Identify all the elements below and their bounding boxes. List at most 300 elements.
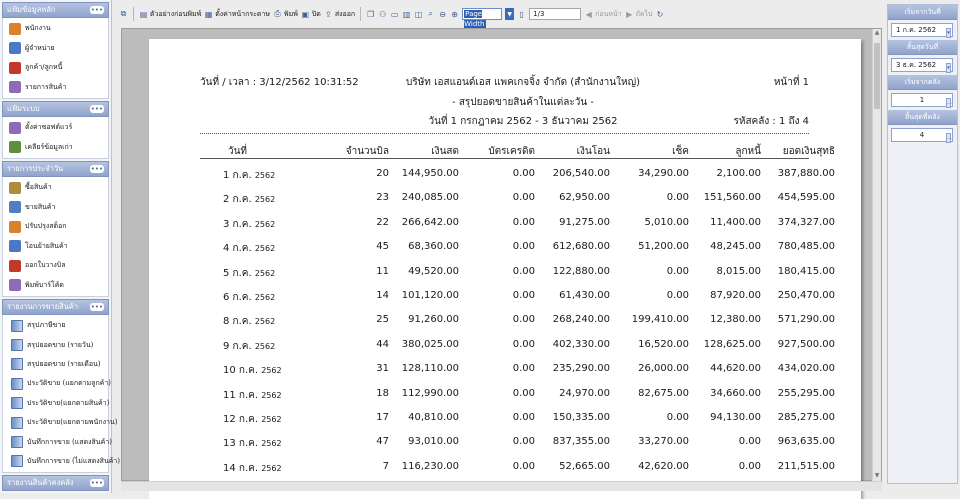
layout-icon: ◫: [414, 9, 423, 19]
first-page-button[interactable]: [517, 10, 526, 19]
scroll-down-icon[interactable]: ▼: [874, 472, 880, 479]
printer-icon: ⎙: [274, 9, 281, 18]
sidebar-item[interactable]: [3, 39, 108, 59]
row-cell: 0.00: [512, 192, 535, 204]
row-cell: 250,470.00: [777, 290, 835, 301]
sidebar-item[interactable]: [3, 452, 121, 471]
sidebar-item[interactable]: [3, 78, 108, 98]
sidebar-group-body: [2, 18, 109, 99]
employee-icon: [9, 23, 21, 35]
row-date-year: 2562: [254, 195, 276, 205]
row-cell: 12,380.00: [710, 314, 761, 326]
sidebar-item-label: เคลียร์ข้อมูลเก่า: [25, 142, 73, 151]
row-cell: 0.00: [666, 412, 689, 423]
sidebar-item[interactable]: [3, 276, 108, 296]
folder-icon: ▭: [390, 9, 399, 19]
row-cell: 0.00: [666, 290, 689, 301]
row-date-day: 1 ก.ค.: [223, 170, 252, 181]
row-date-year: 2562: [261, 415, 282, 424]
refresh-icon: ↻: [656, 9, 664, 19]
row-cell: 42,620.00: [638, 460, 689, 472]
zoom-value: Page Width: [464, 10, 485, 28]
page-setup-icon: ▦: [204, 9, 213, 19]
row-cell: 128,110.00: [401, 363, 459, 375]
settings-icon: [9, 122, 21, 134]
sidebar-group-title: รายการประจำวัน: [7, 164, 64, 173]
sidebar-item-label: ออกใบวางบิล: [25, 261, 66, 270]
row-cell: 16,520.00: [638, 338, 689, 350]
row-cell: 837,355.00: [552, 436, 610, 448]
sidebar-item[interactable]: [3, 256, 108, 276]
row-date-day: 12 ก.ค.: [223, 414, 259, 425]
report-period: วันที่ 1 กรกฎาคม 2562 - 3 ธันวาคม 2562: [428, 116, 618, 127]
report-icon: [11, 417, 23, 429]
row-date-year: 2562: [254, 171, 276, 180]
start-date-field[interactable]: [891, 23, 953, 37]
sidebar-item-label: ประวัติขาย(แยกตามพนักงาน): [27, 418, 118, 427]
sidebar-item[interactable]: [3, 19, 108, 39]
start-date-label: เริ่มจากวันที่: [888, 5, 957, 20]
row-cell: 255,295.00: [777, 387, 835, 399]
close-button[interactable]: [301, 9, 321, 20]
report-icon: [11, 436, 23, 448]
row-date-day: 11 ก.ค.: [223, 389, 259, 401]
column-header: เงินโอน: [576, 146, 610, 157]
row-date-day: 5 ก.ค.: [223, 267, 252, 279]
row-cell: 62,950.00: [559, 192, 610, 204]
end-date-dropdown-icon[interactable]: ▾: [947, 65, 950, 71]
start-warehouse-value: 1: [919, 96, 925, 104]
print-preview-button[interactable]: [139, 9, 201, 20]
row-cell: 211,515.00: [777, 460, 835, 472]
column-header: วันที่: [227, 146, 248, 157]
row-date-year: 2562: [254, 219, 276, 229]
row-date: [223, 412, 282, 427]
sidebar-item[interactable]: [3, 198, 108, 218]
page-setup-label: ตั้งค่าหน้ากระดาษ: [215, 9, 270, 18]
scroll-thumb[interactable]: [874, 43, 880, 109]
sidebar-group-title: รายงานสินค้าคงคลัง: [7, 478, 74, 488]
row-cell: 402,330.00: [552, 338, 610, 350]
vertical-scrollbar[interactable]: [872, 29, 881, 482]
row-cell: 112,990.00: [401, 387, 459, 399]
row-date-day: 3 ก.ค.: [223, 218, 252, 230]
row-cell: 0.00: [666, 192, 689, 204]
supplier-icon: [9, 42, 21, 54]
preview-icon: ▤: [139, 9, 148, 19]
row-cell: 2,100.00: [716, 168, 761, 179]
sidebar-item-label: สรุปยอดขาย (รายวัน): [27, 340, 94, 349]
report-toolbar: [115, 2, 885, 26]
sidebar-item[interactable]: [3, 178, 108, 198]
row-date: [223, 461, 282, 476]
row-cell: 40,810.00: [408, 412, 459, 423]
export-label: ส่งออก: [334, 9, 356, 18]
row-cell: 0.00: [512, 363, 535, 375]
row-cell: 963,635.00: [777, 436, 835, 448]
page-number-value: 1/3: [533, 10, 545, 18]
page-icon: ▯: [519, 9, 524, 19]
next-icon: ▶: [626, 9, 633, 19]
close-icon: ▣: [301, 9, 310, 19]
zoom-out-icon: ⊖: [439, 9, 446, 19]
next-page-label: ถัดไป: [635, 9, 653, 18]
zoom-out-button[interactable]: [438, 10, 447, 19]
row-date-day: 10 ก.ค.: [223, 365, 259, 377]
row-cell: 47: [376, 436, 389, 448]
row-cell: 122,880.00: [552, 265, 610, 277]
row-cell: 151,560.00: [703, 192, 761, 204]
sidebar-group-title: แฟ้มระบบ: [7, 104, 40, 113]
row-cell: 0.00: [666, 265, 689, 277]
sidebar-item[interactable]: [3, 138, 108, 158]
row-cell: 128,625.00: [703, 338, 761, 350]
end-warehouse-lookup-icon[interactable]: …: [947, 135, 952, 141]
collapse-icon[interactable]: •••: [90, 479, 104, 488]
sale-icon: [9, 201, 21, 213]
row-cell: 91,275.00: [559, 216, 610, 228]
report-warehouse: รหัสคลัง : 1 ถึง 4: [733, 116, 809, 127]
sidebar-item-label: สรุปยอดขาย (รายเดือน): [27, 359, 101, 368]
row-date-day: 6 ก.ค.: [223, 292, 252, 303]
sidebar-item-label: บันทึกการขาย (ไม่แสดงสินค้า): [27, 456, 121, 465]
row-cell: 44: [376, 338, 389, 350]
row-cell: 0.00: [512, 168, 535, 179]
row-cell: 45: [376, 241, 389, 253]
end-date-label: สิ้นสุดวันที่: [888, 40, 957, 55]
sidebar-item-label: รายการสินค้า: [25, 82, 67, 91]
row-date-year: 2562: [254, 317, 276, 327]
print-button[interactable]: [273, 9, 298, 20]
row-cell: 0.00: [512, 314, 535, 326]
row-date-year: 2562: [254, 341, 276, 351]
row-cell: 18: [376, 387, 389, 399]
row-cell: 780,485.00: [777, 241, 835, 253]
row-cell: 24,970.00: [559, 387, 610, 399]
row-cell: 0.00: [738, 460, 761, 472]
sidebar-item[interactable]: [3, 374, 112, 393]
row-cell: 0.00: [738, 436, 761, 448]
sidebar-item-label: ซื้อสินค้า: [25, 183, 52, 192]
print-preview-label: ตัวอย่างก่อนพิมพ์: [150, 9, 202, 18]
row-date: [223, 241, 275, 256]
open-button[interactable]: [390, 10, 399, 19]
sidebar-group-header[interactable]: [2, 161, 109, 177]
sidebar: [0, 0, 121, 493]
column-header: เงินสด: [431, 146, 459, 157]
row-cell: 68,360.00: [408, 241, 459, 253]
row-cell: 44,620.00: [710, 363, 761, 375]
row-date: [223, 266, 275, 281]
row-cell: 454,595.00: [777, 192, 835, 204]
close-label: ปิด: [311, 9, 321, 18]
row-cell: 17: [376, 412, 389, 423]
sidebar-item-label: ลูกค้า/ลูกหนี้: [25, 63, 63, 72]
report-datetime: วันที่ / เวลา : 3/12/2562 10:31:52: [200, 77, 359, 88]
sidebar-item[interactable]: [3, 118, 108, 138]
start-date-value: 1 ก.ค. 2562: [896, 26, 937, 34]
row-cell: 25: [376, 314, 389, 326]
zoom-select[interactable]: [462, 8, 502, 28]
end-warehouse-value: 4: [919, 131, 925, 139]
clear-data-icon: [9, 141, 21, 153]
end-date-value: 3 ธ.ค. 2562: [896, 61, 937, 69]
print-label: พิมพ์: [283, 9, 298, 18]
row-cell: 82,675.00: [638, 387, 689, 399]
row-cell: 150,335.00: [552, 412, 610, 423]
sidebar-item[interactable]: [3, 316, 108, 335]
report-icon: [11, 397, 23, 409]
page-number-input[interactable]: [529, 8, 581, 20]
sidebar-group-title: แฟ้มข้อมูลหลัก: [7, 5, 56, 14]
row-date-day: 2 ก.ค.: [223, 194, 252, 206]
sidebar-item-label: ประวัติขาย(แยกตามสินค้า): [27, 398, 110, 407]
row-date-year: 2562: [261, 366, 282, 376]
report-page: [149, 39, 861, 499]
zoom-in-icon: ⊕: [451, 9, 458, 19]
row-date-year: 2562: [254, 293, 276, 302]
row-date-day: 14 ก.ค.: [223, 462, 259, 474]
transfer-icon: [9, 240, 21, 252]
prev-icon: ◀: [585, 9, 592, 19]
row-cell: 11: [376, 265, 389, 277]
row-cell: 240,085.00: [401, 192, 459, 204]
row-cell: 0.00: [512, 241, 535, 253]
sidebar-group-header[interactable]: [2, 2, 109, 18]
row-date-day: 13 ก.ค.: [223, 438, 259, 450]
sidebar-item[interactable]: [3, 335, 108, 354]
row-cell: 51,200.00: [638, 241, 689, 253]
row-cell: 34,290.00: [638, 168, 689, 179]
column-header: ยอดเงินสุทธิ: [782, 146, 835, 157]
row-cell: 22: [376, 216, 389, 228]
row-cell: 180,415.00: [777, 265, 835, 277]
report-icon: [11, 339, 23, 351]
row-cell: 927,500.00: [777, 338, 835, 350]
row-cell: 23: [376, 192, 389, 204]
sidebar-group-body: [2, 315, 121, 473]
collapse-icon[interactable]: •••: [90, 105, 104, 113]
sidebar-item[interactable]: [3, 58, 108, 78]
row-cell: 199,410.00: [631, 314, 689, 326]
row-cell: 20: [376, 168, 389, 179]
tree-icon: ⚇: [379, 9, 387, 19]
report-company: บริษัท เอสแอนด์เอส แพคเกจจิ้ง จำกัด (สำนักงานใหญ่): [405, 77, 641, 88]
row-cell: 116,230.00: [401, 460, 459, 472]
row-cell: 266,642.00: [401, 216, 459, 228]
row-cell: 49,520.00: [408, 265, 459, 277]
tree-button[interactable]: [378, 10, 387, 19]
row-cell: 380,025.00: [401, 338, 459, 350]
collapse-icon[interactable]: •••: [90, 303, 104, 311]
row-date: [223, 168, 275, 183]
row-date: [223, 192, 275, 207]
row-date-year: 2562: [254, 244, 276, 254]
scroll-up-icon[interactable]: ▲: [874, 29, 880, 36]
report-icon: [11, 358, 23, 370]
sidebar-item-label: ปรับปรุงสต็อก: [25, 222, 67, 231]
row-date: [223, 436, 282, 451]
row-cell: 7: [382, 460, 389, 472]
row-cell: 144,950.00: [401, 168, 459, 179]
sidebar-item-label: ขายสินค้า: [25, 202, 56, 211]
toolbar-divider: [133, 7, 134, 21]
row-cell: 571,290.00: [777, 314, 835, 326]
row-cell: 387,880.00: [777, 168, 835, 179]
column-header: บัตรเครดิต: [488, 146, 535, 157]
row-cell: 0.00: [512, 460, 535, 472]
sidebar-item-label: โอนย้ายสินค้า: [25, 241, 68, 250]
layout-button[interactable]: [414, 10, 423, 19]
row-cell: 14: [376, 290, 389, 301]
sidebar-group-body: [2, 117, 109, 159]
toolbar-divider: [360, 7, 361, 21]
report-viewer: [121, 28, 882, 481]
horizontal-scrollbar[interactable]: [121, 481, 882, 491]
row-cell: 0.00: [512, 290, 535, 301]
row-cell: 374,327.00: [777, 216, 835, 228]
row-cell: 94,130.00: [710, 412, 761, 423]
report-icon: [11, 320, 23, 332]
row-cell: 48,245.00: [710, 241, 761, 253]
sidebar-item-label: ผู้จำหน่าย: [25, 43, 55, 52]
row-cell: 101,120.00: [401, 290, 459, 301]
row-cell: 235,290.00: [552, 363, 610, 375]
sidebar-item[interactable]: [3, 432, 112, 451]
column-header: จำนวนบิล: [345, 146, 389, 157]
start-warehouse-field[interactable]: [891, 93, 953, 107]
sidebar-item-label: บันทึกการขาย (แสดงสินค้า): [27, 437, 112, 446]
report-title: - สรุปยอดขายสินค้าในแต่ละวัน -: [452, 97, 594, 108]
column-header: ลูกหนี้: [735, 146, 761, 157]
next-page-button[interactable]: [625, 9, 653, 20]
filter-panel: [887, 4, 958, 484]
row-date-year: 2562: [261, 439, 282, 449]
sidebar-item[interactable]: [3, 355, 108, 374]
row-cell: 11,400.00: [710, 216, 761, 228]
page-setup-button[interactable]: [204, 9, 270, 20]
sidebar-group-header[interactable]: [2, 299, 109, 315]
export-button[interactable]: [324, 9, 355, 20]
copy-page-button[interactable]: [366, 10, 375, 19]
row-cell: 33,270.00: [638, 436, 689, 448]
sidebar-item[interactable]: [3, 413, 118, 432]
row-cell: 268,240.00: [552, 314, 610, 326]
search-icon: ⌕: [428, 9, 433, 18]
copy-icon: ⧉: [120, 9, 127, 18]
header-rule: [200, 133, 809, 134]
row-date: [223, 388, 282, 403]
row-date: [223, 363, 282, 378]
end-warehouse-label: สิ้นสุดที่คลัง: [888, 110, 957, 125]
save-button[interactable]: [402, 10, 411, 19]
row-date-day: 9 ก.ค.: [223, 340, 252, 352]
refresh-button[interactable]: [655, 10, 664, 19]
duplicate-icon: ❐: [367, 9, 375, 19]
row-cell: 61,430.00: [559, 290, 610, 301]
row-cell: 0.00: [512, 216, 535, 228]
product-icon: [9, 81, 21, 93]
row-date-year: 2562: [254, 268, 276, 278]
start-date-dropdown-icon[interactable]: ▾: [947, 30, 950, 36]
end-date-field[interactable]: [891, 58, 953, 72]
sidebar-item[interactable]: [3, 217, 108, 237]
row-cell: 0.00: [512, 436, 535, 448]
report-icon: [11, 378, 23, 390]
sidebar-item-label: ตั้งค่าซอฟต์แวร์: [25, 123, 73, 132]
sidebar-item[interactable]: [3, 394, 108, 413]
row-date-day: 8 ก.ค.: [223, 316, 252, 328]
row-date: [223, 217, 275, 232]
search-button[interactable]: [426, 10, 435, 19]
row-cell: 91,260.00: [408, 314, 459, 326]
row-cell: 93,010.00: [408, 436, 459, 448]
report-icon: [11, 455, 23, 467]
row-cell: 206,540.00: [552, 168, 610, 179]
sidebar-group-header[interactable]: [2, 101, 109, 117]
row-cell: 0.00: [512, 412, 535, 423]
sidebar-group-header[interactable]: [2, 475, 109, 491]
row-cell: 0.00: [512, 265, 535, 277]
start-warehouse-lookup-icon[interactable]: …: [947, 100, 952, 106]
row-date: [223, 314, 275, 329]
row-cell: 434,020.00: [777, 363, 835, 375]
barcode-icon: [9, 279, 21, 291]
start-warehouse-label: เริ่มจากคลัง: [888, 75, 957, 90]
row-cell: 0.00: [512, 338, 535, 350]
billing-icon: [9, 260, 21, 272]
row-cell: 52,665.00: [559, 460, 610, 472]
sidebar-item-label: ประวัติขาย (แยกตามลูกค้า): [27, 379, 112, 388]
sidebar-group-title: รายงานการขายสินค้า: [7, 302, 79, 311]
row-date: [223, 290, 275, 305]
row-cell: 8,015.00: [716, 265, 761, 277]
stock-adjust-icon: [9, 221, 21, 233]
report-page-no: หน้าที่ 1: [773, 77, 809, 88]
row-date-year: 2562: [261, 390, 282, 400]
collapse-icon[interactable]: •••: [90, 6, 104, 14]
row-date: [223, 339, 275, 354]
zoom-dropdown-arrow[interactable]: ▼: [505, 8, 514, 20]
sidebar-item[interactable]: [3, 237, 108, 257]
purchase-icon: [9, 182, 21, 194]
copy-button[interactable]: [119, 10, 128, 19]
row-cell: 34,660.00: [710, 387, 761, 399]
row-date-year: 2562: [261, 463, 282, 473]
row-cell: 26,000.00: [638, 363, 689, 375]
column-rule: [200, 158, 809, 159]
row-cell: 5,010.00: [644, 216, 689, 228]
customer-icon: [9, 62, 21, 74]
sidebar-item-label: พนักงาน: [25, 24, 51, 33]
row-cell: 31: [376, 363, 389, 375]
sidebar-item-label: สรุปภาษีขาย: [27, 321, 66, 330]
end-warehouse-field[interactable]: [891, 128, 953, 142]
collapse-icon[interactable]: •••: [90, 165, 104, 173]
row-cell: 87,920.00: [710, 290, 761, 301]
prev-page-label: ก่อนหน้า: [595, 9, 622, 18]
zoom-in-button[interactable]: [450, 10, 459, 19]
row-date-day: 4 ก.ค.: [223, 243, 252, 255]
sidebar-group-body: [2, 177, 109, 297]
export-icon: ⇪: [324, 9, 332, 19]
sidebar-item-label: พิมพ์บาร์โค้ด: [25, 280, 64, 289]
row-cell: 612,680.00: [552, 241, 610, 253]
row-cell: 285,275.00: [777, 412, 835, 423]
save-icon: ▥: [402, 9, 411, 19]
prev-page-button[interactable]: [584, 9, 622, 20]
row-cell: 0.00: [512, 387, 535, 399]
